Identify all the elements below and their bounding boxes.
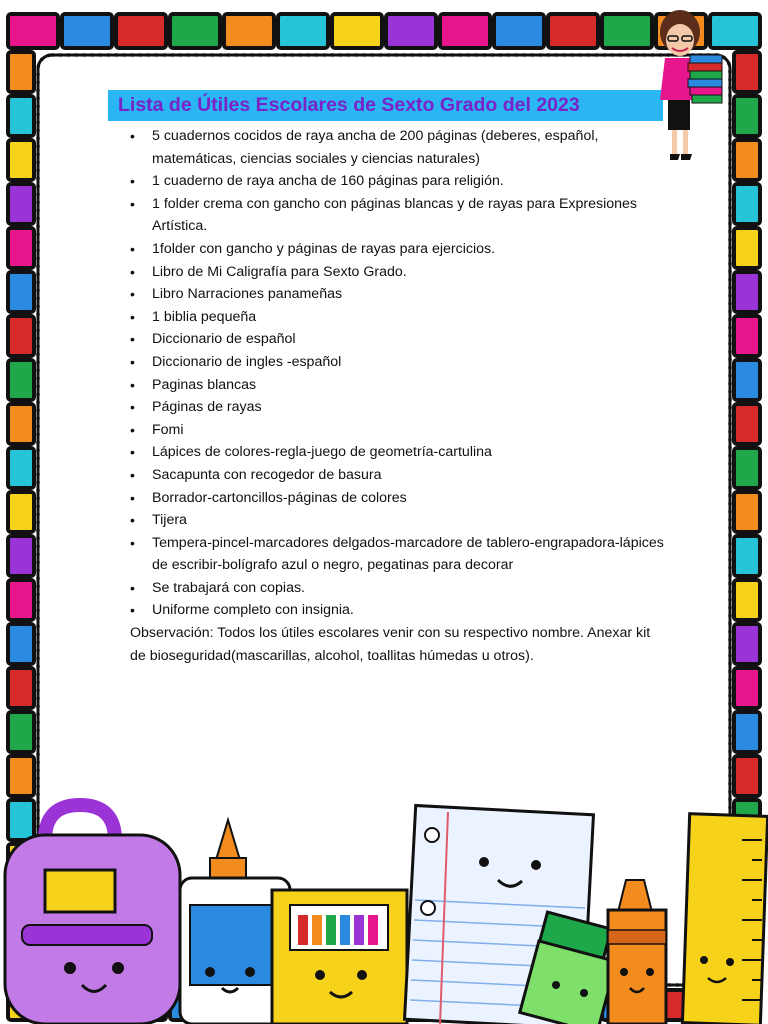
list-item: • Libro de Mi Caligrafía para Sexto Grado.	[108, 261, 668, 284]
list-item: • 1folder con gancho y páginas de rayas para ejercicios.	[108, 238, 668, 261]
list-item: • 1 cuaderno de raya ancha de 160 páginas para religión.	[108, 170, 668, 193]
list-item: • Borrador-cartoncillos-páginas de colores	[108, 487, 668, 510]
list-item: • Sacapunta con recogedor de basura	[108, 464, 668, 487]
backpack-icon	[5, 805, 180, 1024]
page-title: Lista de Útiles Escolares de Sexto Grado del 2023	[108, 90, 663, 121]
list-item: • Páginas de rayas	[108, 396, 668, 419]
ruler-icon	[682, 814, 767, 1024]
list-item: • 1 folder crema con gancho con páginas blancas y de rayas para Expresiones Artística.	[108, 193, 668, 238]
crayon-box-icon	[272, 890, 407, 1024]
list-item: • Se trabajará con copias.	[108, 577, 668, 600]
observation-note: Observación: Todos los útiles escolares venir con su respectivo nombre. Anexar kit de bioseguridad(mascarillas, alcohol, toallitas húmedas u otros).	[130, 625, 651, 664]
list-item: • 1 biblia pequeña	[108, 306, 668, 329]
crayon-icon	[608, 880, 666, 1024]
list-item: • 5 cuadernos cocidos de raya ancha de 200 páginas (deberes, español, matemáticas, ciencias sociales y ciencias naturales)	[108, 125, 668, 170]
list-item: • Uniforme completo con insignia.	[108, 599, 668, 622]
list-item: • Lápices de colores-regla-juego de geometría-cartulina	[108, 441, 668, 464]
list-item: • Diccionario de español	[108, 328, 668, 351]
list-item: • Tijera	[108, 509, 668, 532]
list-item: • Diccionario de ingles -español	[108, 351, 668, 374]
list-item: • Paginas blancas	[108, 374, 668, 397]
teacher-holding-books-icon	[660, 10, 722, 160]
list-item: • Tempera-pincel-marcadores delgados-marcadore de tablero-engrapadora-lápices de escribir-bolígrafo azul o negro, pegatinas para decorar	[108, 532, 668, 577]
list-item: • Libro Narraciones panameñas	[108, 283, 668, 306]
list-item: • Fomi	[108, 419, 668, 442]
